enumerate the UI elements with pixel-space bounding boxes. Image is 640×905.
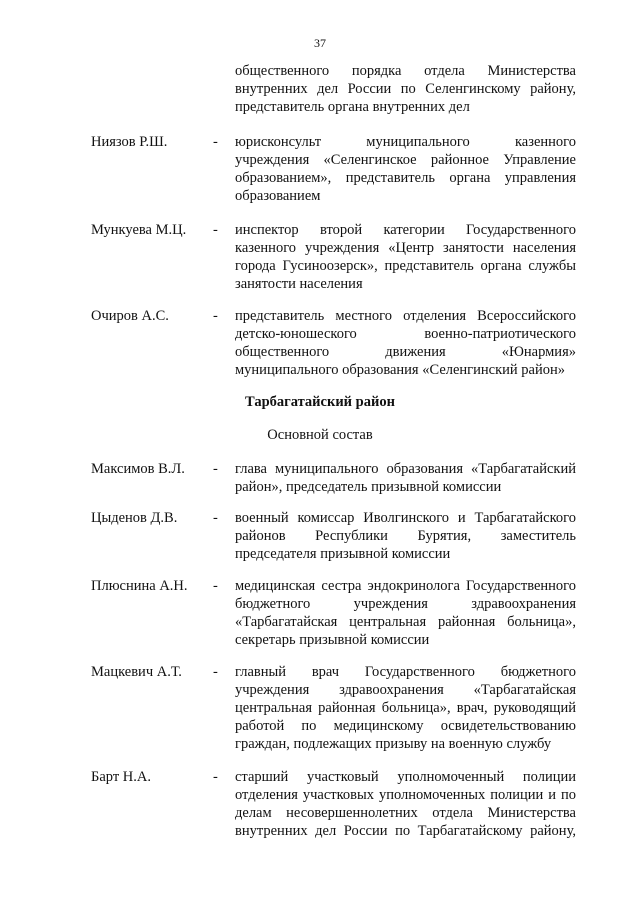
member-dash: -	[213, 308, 218, 324]
member-description	[235, 307, 576, 379]
description-line: инспектор второй категории Государственного	[235, 222, 576, 238]
member-description	[235, 577, 576, 649]
description-line: представитель местного отделения Всероссийского	[235, 308, 576, 324]
description-line: общественного движения «Юнармия»	[235, 344, 576, 360]
description-line: район», председатель призывной комиссии	[235, 479, 502, 495]
description-line: города Гусиноозерск», представитель органа службы	[235, 258, 576, 274]
member-dash: -	[213, 222, 218, 238]
description-line: военный комиссар Иволгинского и Тарбагатайского	[235, 510, 576, 526]
description-line: старший участковый уполномоченный полиции	[235, 769, 576, 785]
member-dash: -	[213, 510, 218, 526]
section-title: Тарбагатайский район	[245, 394, 395, 410]
member-name: Максимов В.Л.	[91, 461, 185, 477]
description-line: внутренних дел России по Селенгинскому району,	[235, 81, 576, 97]
description-line: юрисконсульт муниципального казенного	[235, 134, 576, 150]
subsection-title: Основной состав	[267, 427, 373, 443]
description-line: детско-юношеского военно-патриотического	[235, 326, 576, 342]
member-name: Барт Н.А.	[91, 769, 151, 785]
member-description	[235, 768, 576, 840]
description-line: медицинская сестра эндокринолога Государственного	[235, 578, 576, 594]
member-name: Мацкевич А.Т.	[91, 664, 182, 680]
member-description	[235, 509, 576, 563]
member-name: Мункуева М.Ц.	[91, 222, 187, 238]
member-description	[235, 133, 576, 205]
description-line: занятости населения	[235, 276, 363, 292]
member-dash: -	[213, 134, 218, 150]
member-description	[235, 460, 576, 496]
member-name: Очиров А.С.	[91, 308, 169, 324]
description-line: учреждения здравоохранения «Тарбагатайская	[235, 682, 576, 698]
description-line: образованием	[235, 188, 321, 204]
description-line: муниципального образования «Селенгинский район»	[235, 362, 565, 378]
description-line: работой по медицинскому освидетельствованию	[235, 718, 576, 734]
member-name: Плюснина А.Н.	[91, 578, 188, 594]
description-line: главный врач Государственного бюджетного	[235, 664, 576, 680]
description-line: «Тарбагатайская центральная районная больница»,	[235, 614, 576, 630]
description-line: секретарь призывной комиссии	[235, 632, 430, 648]
description-line: делам несовершеннолетних отдела Министерства	[235, 805, 576, 821]
description-line: отделения участковых уполномоченных полиции и по	[235, 787, 576, 803]
description-line: казенного учреждения «Центр занятости населения	[235, 240, 576, 256]
description-line: районов Республики Бурятия, заместитель	[235, 528, 576, 544]
description-line: председателя призывной комиссии	[235, 546, 451, 562]
member-description	[235, 221, 576, 293]
member-name: Цыденов Д.В.	[91, 510, 178, 526]
page-number: 37	[314, 36, 326, 50]
description-line: общественного порядка отдела Министерства	[235, 63, 576, 79]
member-dash: -	[213, 664, 218, 680]
description-line: глава муниципального образования «Тарбагатайский	[235, 461, 576, 477]
member-dash: -	[213, 769, 218, 785]
description-line: образованием», представитель органа управления	[235, 170, 576, 186]
description-line: учреждения «Селенгинское районное Управление	[235, 152, 576, 168]
description-line: представитель органа внутренних дел	[235, 99, 470, 115]
description-line: бюджетного учреждения здравоохранения	[235, 596, 576, 612]
member-description	[235, 663, 576, 753]
description-line: внутренних дел России по Тарбагатайскому району,	[235, 823, 576, 839]
continuation-description	[235, 62, 576, 116]
member-dash: -	[213, 461, 218, 477]
description-line: граждан, подлежащих призыву на военную службу	[235, 736, 552, 752]
member-name: Ниязов Р.Ш.	[91, 134, 168, 150]
member-dash: -	[213, 578, 218, 594]
description-line: центральная районная больница», врач, руководящий	[235, 700, 576, 716]
